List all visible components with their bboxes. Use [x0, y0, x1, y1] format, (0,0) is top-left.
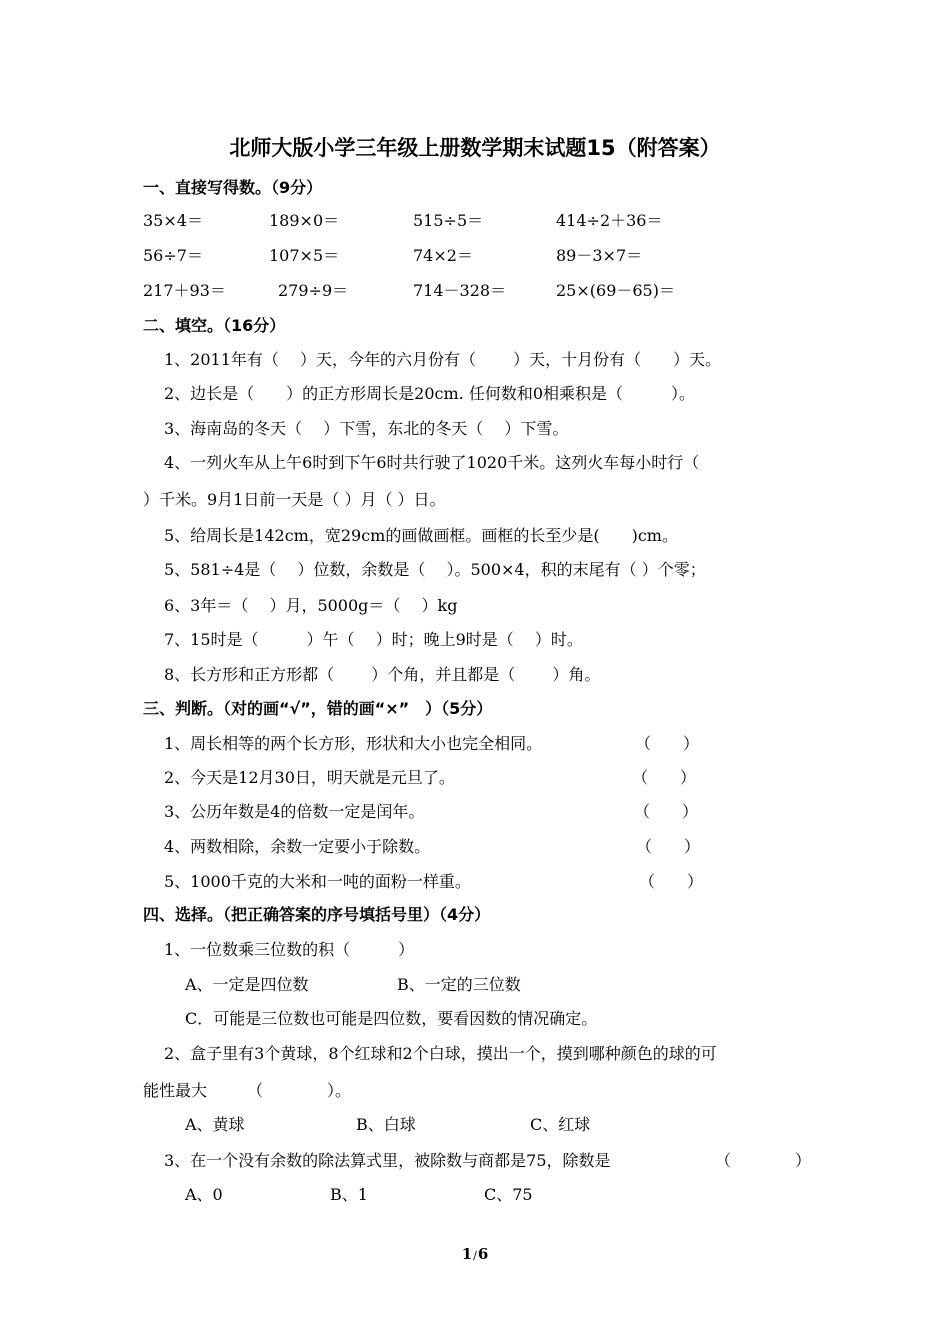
choice-option: A、0 — [185, 1185, 223, 1204]
choice-question: 2、盒子里有3个黄球，8个红球和2个白球，摸出一个，摸到哪种颜色的球的可 — [164, 1044, 717, 1063]
choice-option: A、黄球 — [185, 1115, 245, 1134]
choice-option: B、一定的三位数 — [397, 975, 521, 994]
choice-option: B、白球 — [356, 1115, 416, 1134]
arithmetic-cell: 414÷2＋36＝ — [556, 211, 663, 230]
choice-question-continued: 能性最大 （ ）。 — [143, 1081, 352, 1100]
fill-blank-item: 1、2011年有（ ）天，今年的六月份有（ ）天，十月份有（ ）天。 — [164, 350, 722, 369]
judgement-item: 1、周长相等的两个长方形，形状和大小也完全相同。 — [164, 734, 543, 753]
fill-blank-item: 3、海南岛的冬天（ ）下雪，东北的冬天（ ）下雪。 — [164, 419, 569, 438]
answer-bracket: （ ） — [632, 768, 697, 787]
arithmetic-cell: 279÷9＝ — [278, 281, 349, 300]
answer-bracket: （ ） — [636, 837, 701, 856]
arithmetic-cell: 89－3×7＝ — [556, 246, 643, 265]
current-page: 1 — [461, 1245, 473, 1263]
section-3-heading: 三、判断。（对的画“√”，错的画“×” ）（5分） — [143, 699, 493, 718]
arithmetic-cell: 35×4＝ — [143, 211, 203, 230]
section-1-heading: 一、直接写得数。（9分） — [143, 178, 323, 197]
fill-blank-item: 7、15时是（ ）午（ ）时；晚上9时是（ ）时。 — [164, 630, 583, 649]
choice-option: C、75 — [484, 1185, 533, 1204]
choice-question: 3、在一个没有余数的除法算式里，被除数与商都是75，除数是 — [164, 1151, 611, 1170]
arithmetic-cell: 217＋93＝ — [143, 281, 226, 300]
arithmetic-cell: 189×0＝ — [269, 211, 340, 230]
page-separator: / — [473, 1249, 477, 1262]
judgement-item: 4、两数相除，余数一定要小于除数。 — [164, 837, 431, 856]
answer-bracket: （ ） — [635, 734, 700, 753]
arithmetic-cell: 25×(69－65)＝ — [556, 281, 675, 300]
fill-blank-item: 8、长方形和正方形都（ ）个角，并且都是（ ）角。 — [164, 665, 601, 684]
choice-option: C、红球 — [530, 1115, 591, 1134]
fill-blank-item-continued: ）千米。9月1日前一天是（ ）月（ ）日。 — [143, 490, 446, 509]
choice-option: B、1 — [330, 1185, 368, 1204]
page-number — [0, 1244, 950, 1266]
fill-blank-item: 5、给周长是142cm，宽29cm的画做画框。画框的长至少是( )cm。 — [164, 526, 678, 545]
fill-blank-item: 4、一列火车从上午6时到下午6时共行驶了1020千米。这列火车每小时行（ — [164, 453, 700, 472]
total-pages: 6 — [477, 1245, 489, 1263]
arithmetic-cell: 515÷5＝ — [413, 211, 484, 230]
section-2-heading: 二、填空。（16分） — [143, 316, 286, 335]
page-title: 北师大版小学三年级上册数学期末试题15（附答案） — [229, 136, 721, 160]
answer-bracket: （ ） — [634, 802, 699, 821]
fill-blank-item: 6、3年＝（ ）月，5000g＝（ ）kg — [164, 596, 458, 615]
arithmetic-cell: 714－328＝ — [413, 281, 507, 300]
arithmetic-cell: 56÷7＝ — [143, 246, 203, 265]
fill-blank-item: 5、581÷4是（ ）位数，余数是（ ）。500×4，积的末尾有（ ）个零； — [164, 560, 706, 579]
answer-bracket: （ ） — [639, 872, 704, 891]
choice-question: 1、一位数乘三位数的积（ ） — [164, 940, 415, 959]
judgement-item: 5、1000千克的大米和一吨的面粉一样重。 — [164, 872, 471, 891]
choice-option: A、一定是四位数 — [185, 975, 309, 994]
choice-option: C．可能是三位数也可能是四位数，要看因数的情况确定。 — [185, 1009, 598, 1028]
judgement-item: 3、公历年数是4的倍数一定是闰年。 — [164, 802, 425, 821]
section-4-heading: 四、选择。（把正确答案的序号填括号里）（4分） — [143, 905, 491, 924]
answer-bracket: （ ） — [715, 1151, 812, 1170]
arithmetic-cell: 107×5＝ — [269, 246, 340, 265]
arithmetic-cell: 74×2＝ — [413, 246, 473, 265]
judgement-item: 2、今天是12月30日，明天就是元旦了。 — [164, 768, 455, 787]
fill-blank-item: 2、边长是（ ）的正方形周长是20cm. 任何数和0相乘积是（ ）。 — [164, 384, 696, 403]
